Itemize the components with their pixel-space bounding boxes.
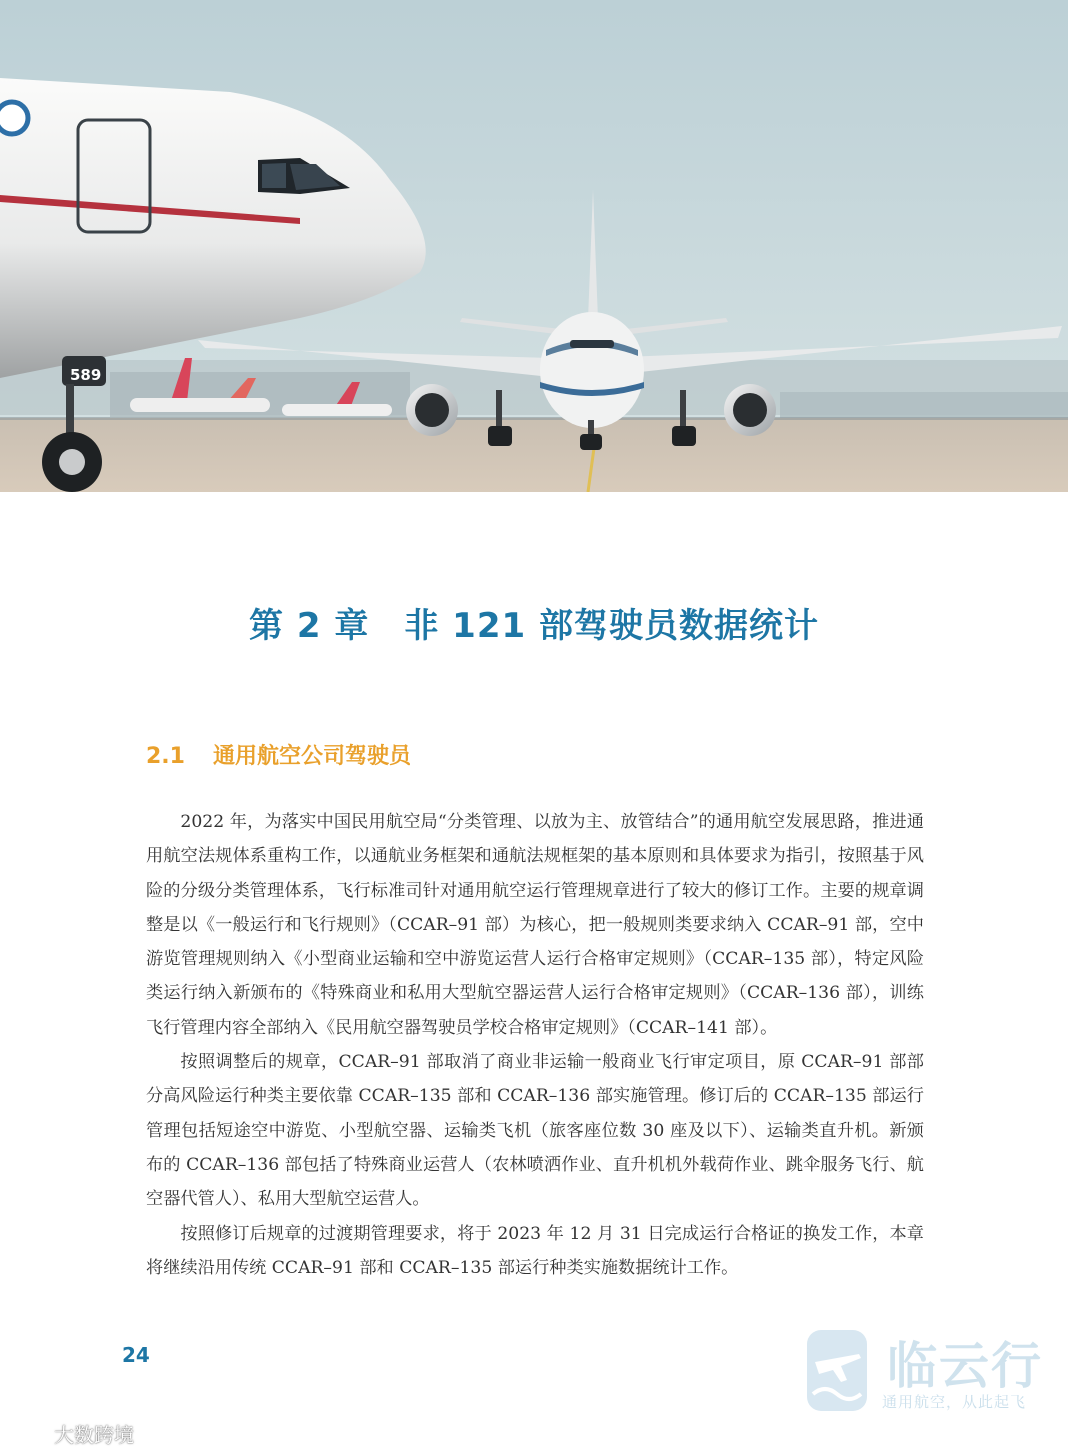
section-heading [146, 739, 411, 770]
body-text [146, 805, 924, 1285]
paragraph: 按照修订后规章的过渡期管理要求，将于 2023 年 12 月 31 日完成运行合格证的换发工作，本章将继续沿用传统 CCAR–91 部和 CCAR–135 部运行种类实施数据统计工作。 [146, 1223, 924, 1278]
chapter-title: 第 2 章 非 121 部驾驶员数据统计 [249, 606, 819, 646]
airplane-logo-icon [805, 1328, 869, 1413]
paragraph: 按照调整后的规章，CCAR–91 部取消了商业非运输一般商业飞行审定项目，原 CCAR–91 部部分高风险运行种类主要依靠 CCAR–135 部和 CCAR–136 部实施管理。修订后的 CCAR–135 部运行管理包括短途空中游览、小型航空器、运输类飞机（旅客座位数 30 座及以下）、运输类直升机。新颁布的 CCAR–136 部包括了特殊商业运营人（农林喷洒作业、直升机机外载荷作业、跳伞服务飞行、航空器代管人）、私用大型航空运营人。 [146, 1052, 924, 1210]
paragraph: 2022 年，为落实中国民用航空局“分类管理、以放为主、放管结合”的通用航空发展思路，推进通用航空法规体系重构工作，以通航业务框架和通航法规框架的基本原则和具体要求为指引，按照基于风险的分级分类管理体系，飞行标准司针对通用航空运行管理规章进行了较大的修订工作。主要的规章调整是以《一般运行和飞行规则》（CCAR–91 部）为核心，把一般规则类要求纳入 CCAR–91 部，空中游览管理规则纳入《小型商业运输和空中游览运营人运行合格审定规则》（CCAR–135 部），特定风险类运行纳入新颁布的《特殊商业和私用大型航空器运营人运行合格审定规则》（CCAR–136 部），训练飞行管理内容全部纳入《民用航空器驾驶员学校合格审定规则》（CCAR–141 部）。 [146, 812, 924, 1038]
section-number: 2.1 [146, 744, 185, 769]
aircraft-number-marking: 589 [70, 366, 102, 384]
brand-watermark-slogan: 通用航空，从此起飞 [882, 1393, 1027, 1411]
source-watermark [6, 1418, 134, 1448]
source-logo-icon [6, 1423, 50, 1443]
source-watermark-text: 大数跨境 [54, 1422, 134, 1447]
hero-photo [0, 0, 1068, 492]
page-number: 24 [122, 1343, 150, 1367]
brand-watermark-name: 临云行 [887, 1337, 1043, 1395]
section-title: 通用航空公司驾驶员 [212, 744, 411, 769]
